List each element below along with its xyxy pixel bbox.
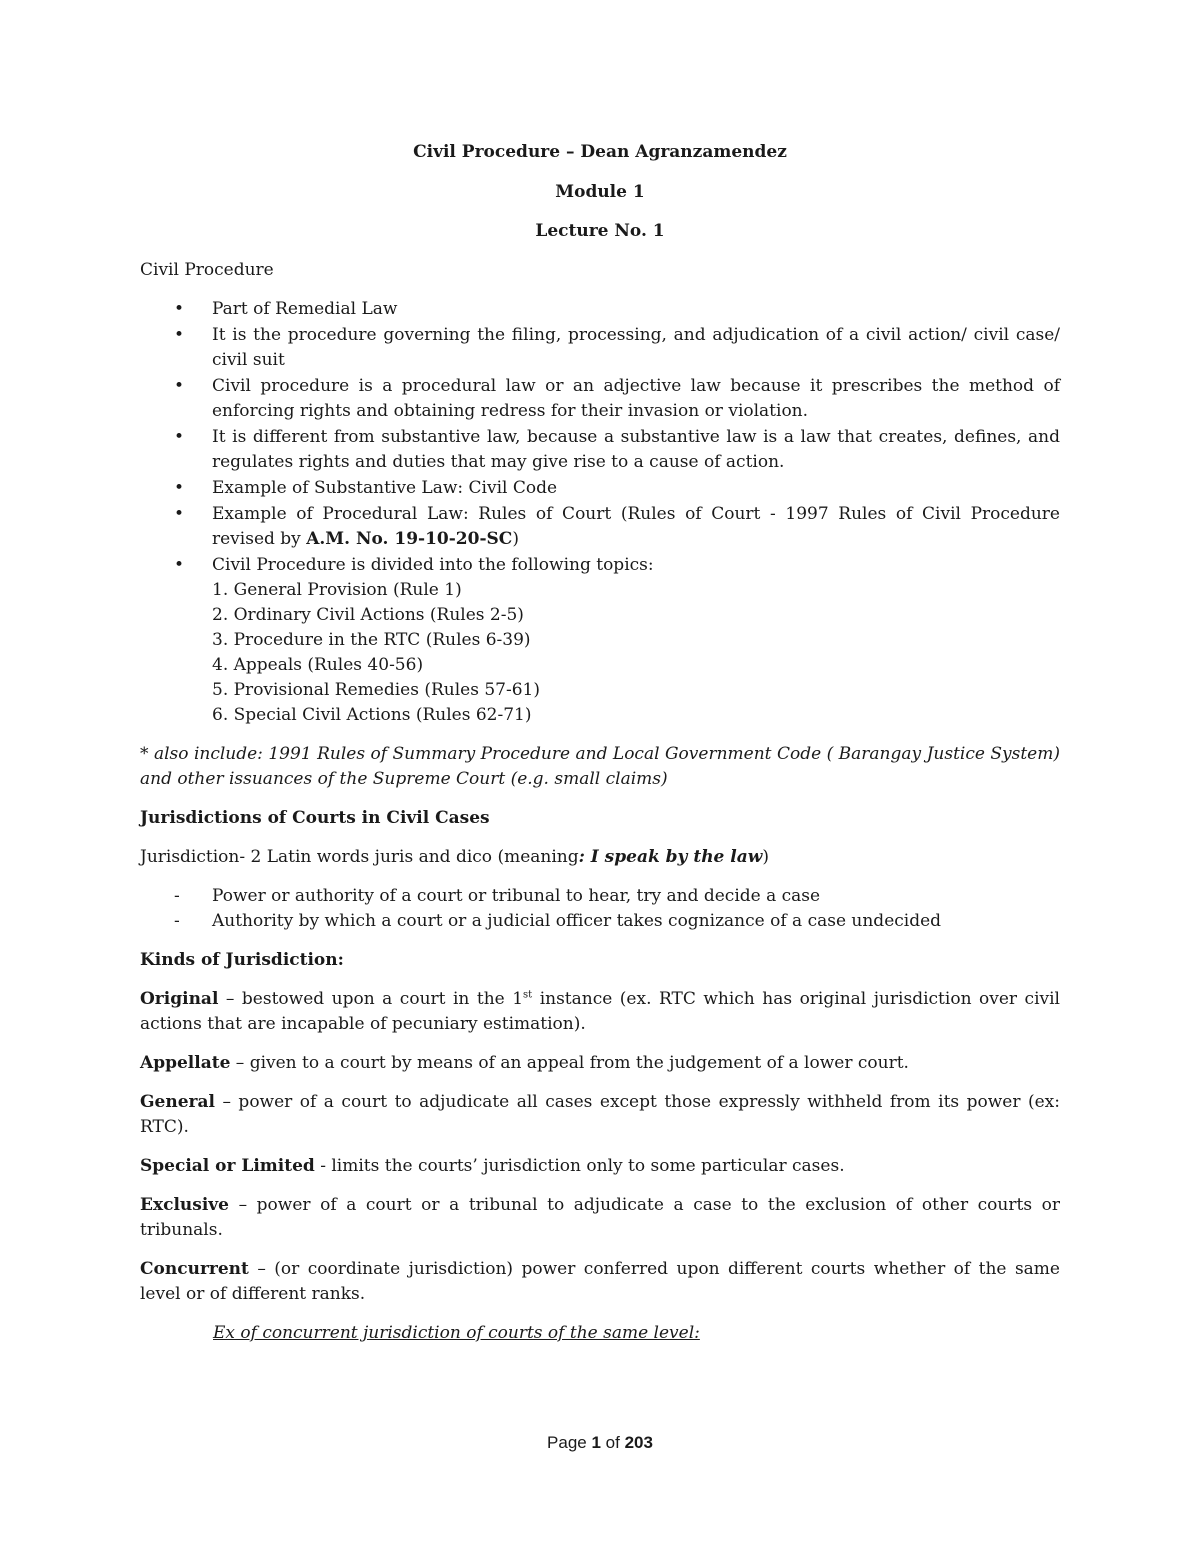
ordinal-suffix: st xyxy=(523,989,533,1001)
term-label: Appellate xyxy=(140,1053,231,1073)
intro-bullet-list xyxy=(140,297,1060,728)
term-text: – power of a court to adjudicate all cases except those expressly withheld from its power (ex: RTC). xyxy=(140,1092,1060,1137)
section-label-civil-procedure: Civil Procedure xyxy=(140,260,274,280)
footer-total-pages: 203 xyxy=(624,1433,653,1452)
topic-item: 5. Provisional Remedies (Rules 57-61) xyxy=(212,680,540,700)
am-number: A.M. No. 19-10-20-SC xyxy=(306,529,513,549)
bullet-text-end: ) xyxy=(512,529,519,549)
document-page xyxy=(140,140,1060,1346)
bullet-text: Example of Procedural Law: Rules of Court (Rules of Court - 1997 Rules of Civil Procedure revised by xyxy=(212,504,1060,549)
kind-exclusive xyxy=(140,1193,1060,1243)
term-label: Original xyxy=(140,989,219,1009)
jurisdiction-dash-list xyxy=(140,884,1060,934)
bullet-text: It is different from substantive law, because a substantive law is a law that creates, defines, and regulates rights and duties that may give rise to a cause of action. xyxy=(212,427,1060,472)
page-footer xyxy=(0,1433,1200,1453)
dash-icon: - xyxy=(174,911,180,931)
term-text: – (or coordinate jurisdiction) power conferred upon different courts whether of the same level or of different ranks. xyxy=(140,1259,1060,1304)
footer-of-word: of xyxy=(605,1433,620,1452)
kind-special xyxy=(140,1154,1060,1179)
bullet-text: Civil Procedure is divided into the following topics: xyxy=(212,555,654,575)
kind-concurrent xyxy=(140,1257,1060,1307)
topic-item: 1. General Provision (Rule 1) xyxy=(212,580,462,600)
bullet-icon: • xyxy=(174,504,185,524)
dash-text: Power or authority of a court or tribunal to hear, try and decide a case xyxy=(212,886,821,906)
concurrent-example-heading: Ex of concurrent jurisdiction of courts of the same level: xyxy=(213,1323,700,1343)
bullet-icon: • xyxy=(174,299,185,319)
kind-original xyxy=(140,987,1060,1037)
term-text: – bestowed upon a court in the 1 xyxy=(218,989,524,1009)
bullet-text: Example of Substantive Law: Civil Code xyxy=(212,478,558,498)
term-label: General xyxy=(140,1092,215,1112)
definition-text-end: ) xyxy=(762,847,770,867)
bullet-icon: • xyxy=(174,325,185,345)
bullet-icon: • xyxy=(174,427,185,447)
term-text: - limits the courts’ jurisdiction only to some particular cases. xyxy=(314,1156,845,1176)
definition-meaning: : I speak by the law xyxy=(578,847,763,867)
bullet-text: Part of Remedial Law xyxy=(212,299,398,319)
list-item xyxy=(140,297,1060,322)
list-item xyxy=(140,884,1060,909)
definition-text: Jurisdiction- 2 Latin words juris and dico (meaning xyxy=(140,847,579,867)
jurisdiction-definition xyxy=(140,845,1060,870)
topic-item: 4. Appeals (Rules 40-56) xyxy=(212,655,424,675)
bullet-icon: • xyxy=(174,376,185,396)
term-text-end: instance (ex. RTC which has original jurisdiction over civil actions that are incapable of pecuniary estimation). xyxy=(140,989,1060,1034)
kind-general xyxy=(140,1090,1060,1140)
kinds-heading: Kinds of Jurisdiction: xyxy=(140,950,344,970)
list-item xyxy=(140,323,1060,373)
list-item xyxy=(140,502,1060,552)
bullet-text: Civil procedure is a procedural law or an adjective law because it prescribes the method of enforcing rights and obtaining redress for their invasion or violation. xyxy=(212,376,1060,421)
list-item xyxy=(140,909,1060,934)
list-item xyxy=(140,476,1060,501)
bullet-icon: • xyxy=(174,555,185,575)
topic-item: 2. Ordinary Civil Actions (Rules 2-5) xyxy=(212,605,524,625)
footer-page-word: Page xyxy=(547,1433,587,1452)
list-item xyxy=(140,553,1060,728)
bullet-text: It is the procedure governing the filing, processing, and adjudication of a civil action/ civil case/ civil suit xyxy=(212,325,1060,370)
document-title: Civil Procedure – Dean Agranzamendez xyxy=(413,142,787,162)
module-heading: Module 1 xyxy=(555,182,645,202)
term-text: – power of a court or a tribunal to adjudicate a case to the exclusion of other courts or tribunals. xyxy=(140,1195,1060,1240)
note-text: * also include: 1991 Rules of Summary Procedure and Local Government Code ( Barangay Justice System) and other issuances of the Supreme Court (e.g. small claims) xyxy=(140,744,1060,789)
footer-page-number: 1 xyxy=(591,1433,601,1452)
topics-list xyxy=(212,578,1060,728)
list-item xyxy=(140,374,1060,424)
bullet-icon: • xyxy=(174,478,185,498)
jurisdiction-heading: Jurisdictions of Courts in Civil Cases xyxy=(140,808,490,828)
term-label: Exclusive xyxy=(140,1195,229,1215)
term-text: – given to a court by means of an appeal from the judgement of a lower court. xyxy=(230,1053,909,1073)
dash-text: Authority by which a court or a judicial officer takes cognizance of a case undecided xyxy=(212,911,942,931)
topic-item: 6. Special Civil Actions (Rules 62-71) xyxy=(212,705,532,725)
kind-appellate xyxy=(140,1051,1060,1076)
lecture-heading: Lecture No. 1 xyxy=(535,221,665,241)
list-item xyxy=(140,425,1060,475)
topic-item: 3. Procedure in the RTC (Rules 6-39) xyxy=(212,630,531,650)
term-label: Special or Limited xyxy=(140,1156,315,1176)
dash-icon: - xyxy=(174,886,180,906)
term-label: Concurrent xyxy=(140,1259,249,1279)
